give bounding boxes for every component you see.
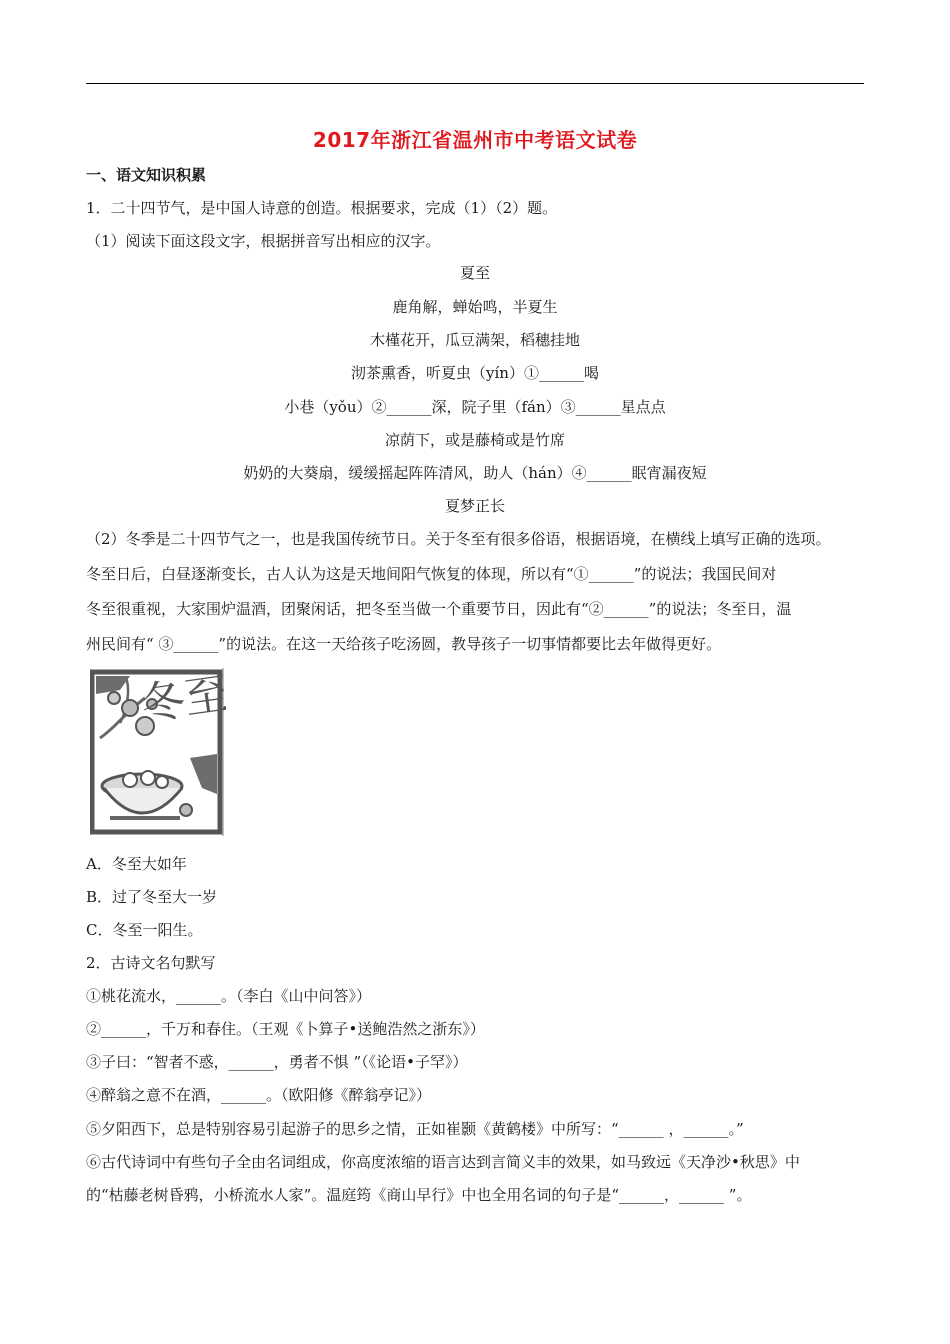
option-b: B．过了冬至大一岁 <box>86 888 218 906</box>
q2-item: ⑤夕阳西下，总是特别容易引起游子的思乡之情，正如崔颢《黄鹤楼》中所写：“______ ，______。” <box>86 1120 744 1138</box>
q1-part1-instruction: （1）阅读下面这段文字，根据拼音写出相应的汉字。 <box>86 232 441 250</box>
q2-item: ①桃花流水，______。（李白《山中问答》） <box>86 987 372 1005</box>
q1-part2-line: （2）冬季是二十四节气之一，也是我国传统节日。关于冬至有很多俗语，根据语境，在横线上填写正确的选项。 <box>86 530 831 548</box>
q2-item: ③子曰：“智者不惑，______，勇者不惧 ”（《论语•子罕》） <box>86 1053 468 1071</box>
q2-item: ⑥古代诗词中有些句子全由名词组成，你高度浓缩的语言达到言简义丰的效果，如马致远《天净沙•秋思》中 <box>86 1153 800 1171</box>
option-c: C．冬至一阳生。 <box>86 921 203 939</box>
q1-part2-line: 冬至日后，白昼逐渐变长，古人认为这是天地间阳气恢复的体现，所以有“①______”的说法；我国民间对 <box>86 565 777 583</box>
winter-solstice-illustration <box>90 668 226 836</box>
poem-title: 夏至 <box>459 264 490 282</box>
poem-line: 鹿角解，蝉始鸣，半夏生 <box>392 298 558 316</box>
poem-line: 夏梦正长 <box>444 497 505 515</box>
header-rule <box>86 83 864 84</box>
q2-item: ④醉翁之意不在酒，______。（欧阳修《醉翁亭记》） <box>86 1086 432 1104</box>
q2-item: 的“枯藤老树昏鸦，小桥流水人家”。温庭筠《商山早行》中也全用名词的句子是“______，______ ”。 <box>86 1186 752 1204</box>
poem-line: 沏茶熏香，听夏虫（yín）①______喝 <box>351 364 599 382</box>
poem-line: 奶奶的大葵扇，缓缓摇起阵阵清风，助人（hán）④______眠宵漏夜短 <box>243 464 707 482</box>
poem-line: 木槿花开，瓜豆满架，稻穗挂地 <box>369 331 580 349</box>
q2-stem: 2．古诗文名句默写 <box>86 954 216 972</box>
woodcut-image <box>90 668 226 836</box>
page-title: 2017年浙江省温州市中考语文试卷 <box>312 128 638 152</box>
q1-part2-line: 冬至很重视，大家围炉温酒，团聚闲话，把冬至当做一个重要节日，因此有“②______”的说法；冬至日，温 <box>86 600 792 618</box>
poem-line: 小巷（yǒu）②______深，院子里（fán）③______星点点 <box>284 398 666 416</box>
option-a: A．冬至大如年 <box>86 855 187 873</box>
q2-item: ②______，千万和春住。（王观《卜算子•送鲍浩然之浙东》） <box>86 1020 485 1038</box>
q1-part2-line: 州民间有“ ③______”的说法。在这一天给孩子吃汤圆，教导孩子一切事情都要比去年做得更好。 <box>86 635 722 653</box>
section-heading: 一、语文知识积累 <box>86 166 207 184</box>
q1-stem: 1．二十四节气，是中国人诗意的创造。根据要求，完成（1）（2）题。 <box>86 199 558 217</box>
poem-line: 凉荫下，或是藤椅或是竹席 <box>384 431 565 449</box>
image-char: 冬至 <box>137 668 226 731</box>
